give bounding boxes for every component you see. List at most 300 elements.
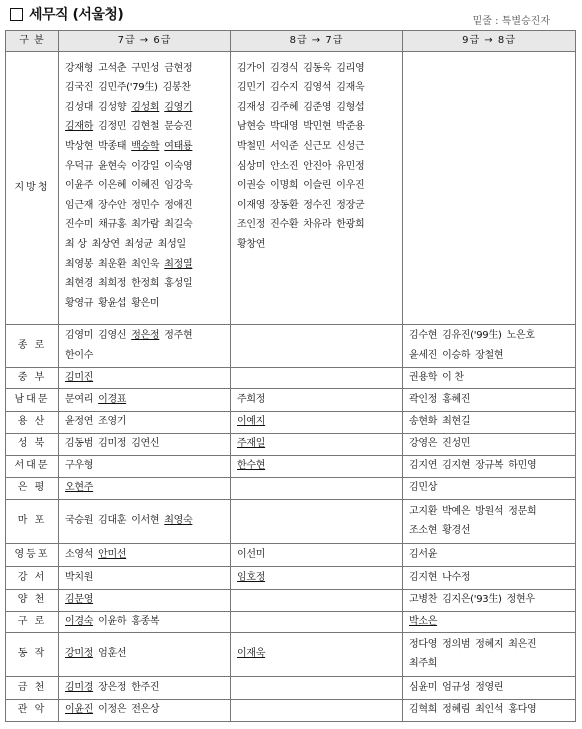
name-line (65, 176, 224, 196)
promotee-name: 이우진 (336, 180, 365, 192)
grade7to6-cell (59, 433, 231, 455)
promotee-name: 장수안 (98, 199, 127, 211)
promotee-name: 우덕규 (65, 160, 94, 172)
name-line (65, 235, 224, 255)
promotee-name: 최가람 (131, 219, 160, 231)
special-promotee-name: 안미선 (98, 548, 127, 560)
region-cell: 서대문 (6, 455, 59, 477)
grade9to8-cell (403, 699, 576, 721)
name-line (65, 590, 224, 610)
grade9to8-cell (403, 367, 576, 388)
grade8to7-cell (231, 699, 403, 721)
special-promotee-name: 여태룡 (164, 140, 193, 152)
promotee-name: 한정희 (131, 278, 160, 290)
region-cell: 용 산 (6, 411, 59, 433)
promotee-name: 차유라 (303, 219, 332, 231)
grade8to7-cell (231, 499, 403, 543)
special-promotee-name: 박소은 (409, 615, 438, 627)
table-row (6, 367, 576, 388)
special-promotee-name: 김문영 (65, 594, 94, 606)
promotee-name: 최희정 (98, 278, 127, 290)
name-line (65, 59, 224, 79)
promotee-name: 한이수 (65, 349, 94, 361)
title-row (0, 0, 582, 26)
promotee-name: 홍다영 (508, 704, 537, 716)
promotee-name: 조인정 (237, 219, 266, 231)
name-line (65, 326, 224, 346)
promotion-table (5, 30, 576, 722)
name-line (237, 117, 396, 137)
name-line (65, 456, 224, 476)
name-line (65, 346, 224, 366)
grade7to6-cell (59, 543, 231, 566)
promotee-name: 김지현 (442, 460, 471, 472)
name-line (65, 545, 224, 565)
name-line (409, 368, 569, 388)
special-promotee-name: 김성회 (131, 101, 160, 113)
promotee-name: 이 찬 (442, 371, 464, 383)
name-line (65, 137, 224, 157)
promotee-name: 최인석 (475, 704, 504, 716)
name-line (409, 612, 569, 632)
promotee-name: 최현경 (65, 278, 94, 290)
promotee-name: 김경식 (270, 62, 299, 74)
special-promotee-name: 김재하 (65, 121, 94, 133)
special-promotee-name: 김미진 (65, 371, 94, 383)
promotee-name: 김재성 (237, 101, 266, 113)
promotee-name: 정애진 (164, 199, 193, 211)
name-line (409, 456, 569, 476)
name-line (409, 390, 569, 410)
grade7to6-cell (59, 51, 231, 324)
promotee-name: 황경선 (442, 525, 471, 537)
promotee-name: 엄훈선 (98, 648, 127, 660)
grade7to6-cell (59, 589, 231, 611)
promotee-name: 고석춘 (98, 62, 127, 74)
name-line (65, 368, 224, 388)
promotee-name: 윤정연 (65, 416, 94, 428)
promotee-name: 진성민 (442, 438, 471, 450)
promotee-name: 홍성일 (164, 278, 193, 290)
promotee-name: 김지은('93生) (442, 594, 502, 606)
name-line (237, 434, 396, 454)
table-row (6, 566, 576, 589)
promotee-name: 김민주('79生) (98, 82, 158, 94)
name-line (409, 521, 569, 541)
grade8to7-cell (231, 411, 403, 433)
promotee-name: 정의범 (442, 638, 471, 650)
promotee-name: 문여리 (65, 393, 94, 405)
promotee-name: 김미정 (98, 438, 127, 450)
grade9to8-cell (403, 499, 576, 543)
promotee-name: 이선미 (237, 548, 266, 560)
header-grade9to8: 9급 → 8급 (403, 31, 576, 52)
special-promotee-name: 강미정 (65, 648, 94, 660)
promotee-name: 방원석 (475, 505, 504, 517)
name-line (65, 511, 224, 531)
promotee-name: 김준영 (303, 101, 332, 113)
promotee-name: 소영석 (65, 548, 94, 560)
name-line (65, 412, 224, 432)
promotee-name: 주희정 (237, 393, 266, 405)
promotee-name: 이슬린 (303, 180, 332, 192)
name-line (409, 654, 569, 674)
promotee-name: 강영은 (409, 438, 438, 450)
name-line (65, 157, 224, 177)
promotee-name: 김봉찬 (162, 82, 191, 94)
region-cell: 양 천 (6, 589, 59, 611)
promotee-name: 조소현 (409, 525, 438, 537)
name-line (409, 590, 569, 610)
name-line (409, 478, 569, 498)
promotee-name: 정혜림 (442, 704, 471, 716)
promotee-name: 김유진('99生) (442, 330, 502, 341)
promotee-name: 김재욱 (336, 82, 365, 94)
promotee-name: 최운환 (98, 258, 127, 270)
promotee-name: 김동범 (65, 438, 94, 450)
grade7to6-cell (59, 632, 231, 676)
special-promotee-name: 최정열 (164, 258, 193, 270)
promotee-name: 박철민 (237, 140, 266, 152)
region-cell: 관 악 (6, 699, 59, 721)
name-line (237, 545, 396, 565)
grade9to8-cell (403, 611, 576, 632)
table-body (6, 51, 576, 721)
name-line (65, 434, 224, 454)
promotee-name: 장철현 (475, 349, 504, 361)
name-line (409, 635, 569, 655)
grade7to6-cell (59, 499, 231, 543)
table-row (6, 499, 576, 543)
promotee-name: 최성일 (157, 238, 186, 250)
special-promotee-name: 이예지 (237, 416, 266, 428)
grade8to7-cell (231, 566, 403, 589)
table-row (6, 632, 576, 676)
region-cell: 중 부 (6, 367, 59, 388)
grade7to6-cell (59, 411, 231, 433)
promotee-name: 장은정 (98, 681, 127, 693)
grade8to7-cell (231, 433, 403, 455)
name-line (409, 678, 569, 698)
promotee-name: 강재형 (65, 62, 94, 74)
promotee-name: 황영규 (65, 297, 94, 309)
name-line (237, 78, 396, 98)
promotee-name: 정영린 (475, 681, 504, 693)
promotee-name: 홍혜진 (442, 393, 471, 405)
promotee-name: 심윤미 (409, 681, 438, 693)
name-line (409, 434, 569, 454)
region-cell: 성 북 (6, 433, 59, 455)
region-cell: 영등포 (6, 543, 59, 566)
promotee-name: 김영석 (303, 82, 332, 94)
table-row (6, 699, 576, 721)
promotee-name: 정현우 (506, 594, 535, 606)
grade8to7-cell (231, 611, 403, 632)
table-row (6, 433, 576, 455)
promotee-name: 박종태 (98, 140, 127, 152)
promotee-name: 나수정 (442, 571, 471, 583)
name-line (65, 390, 224, 410)
promotee-name: 이윤하 (98, 615, 127, 627)
promotee-name: 국승원 (65, 515, 94, 527)
promotee-name: 구우형 (65, 460, 94, 472)
promotee-name: 김성향 (98, 101, 127, 113)
promotee-name: 진수미 (65, 219, 94, 231)
grade8to7-cell (231, 455, 403, 477)
special-promotee-name: 임호정 (237, 571, 266, 583)
promotee-name: 김정민 (98, 121, 127, 133)
promotee-name: 신성근 (336, 140, 365, 152)
grade7to6-cell (59, 388, 231, 411)
grade9to8-cell (403, 411, 576, 433)
promotee-name: 한주진 (131, 681, 160, 693)
promotee-name: 노은호 (506, 330, 535, 341)
name-line (65, 644, 224, 664)
special-promotee-name: 주재일 (237, 438, 266, 450)
table-row (6, 611, 576, 632)
name-line (65, 274, 224, 294)
grade7to6-cell (59, 611, 231, 632)
name-line (237, 157, 396, 177)
special-promotee-name: 이경숙 (65, 615, 94, 627)
header-category: 구 분 (6, 31, 59, 52)
special-promotee-name: 김미경 (65, 681, 94, 693)
grade8to7-cell (231, 676, 403, 699)
region-cell: 지방청 (6, 51, 59, 324)
promotee-name: 이정은 (98, 704, 127, 716)
promotee-name: 채규홍 (98, 219, 127, 231)
grade9to8-cell (403, 676, 576, 699)
promotee-name: 최주희 (409, 658, 438, 670)
grade8to7-cell (231, 51, 403, 324)
name-line (65, 678, 224, 698)
promotee-name: 김주혜 (270, 101, 299, 113)
promotee-name: 이숙영 (164, 160, 193, 172)
promotee-name: 권용학 (409, 371, 438, 383)
name-line (409, 568, 569, 588)
promotee-name: 고지환 (409, 505, 438, 517)
promotee-name: 서익준 (270, 140, 299, 152)
name-line (65, 700, 224, 720)
special-promotee-name: 오현주 (65, 482, 94, 494)
promotee-name: 최 상 (65, 238, 87, 250)
promotee-name: 구민성 (131, 62, 160, 74)
promotee-name: 정문희 (508, 505, 537, 517)
promotee-name: 김지연 (409, 460, 438, 472)
promotee-name: 김지현 (409, 571, 438, 583)
name-line (237, 456, 396, 476)
table-row (6, 455, 576, 477)
promotee-name: 조영기 (98, 416, 127, 428)
name-line (65, 478, 224, 498)
grade7to6-cell (59, 324, 231, 367)
promotee-name: 이혜진 (131, 180, 160, 192)
promotee-name: 박준용 (336, 121, 365, 133)
promotee-name: 안소진 (270, 160, 299, 172)
special-promotee-name: 이재욱 (237, 648, 266, 660)
table-row (6, 388, 576, 411)
grade9to8-cell (403, 632, 576, 676)
promotee-name: 남현승 (237, 121, 266, 133)
region-cell: 금 천 (6, 676, 59, 699)
region-cell: 구 로 (6, 611, 59, 632)
name-line (409, 326, 569, 346)
special-promotee-name: 이윤진 (65, 704, 94, 716)
promotee-name: 김민기 (237, 82, 266, 94)
name-line (237, 412, 396, 432)
grade9to8-cell (403, 324, 576, 367)
special-promotee-name: 백승학 (131, 140, 160, 152)
promotee-name: 임강욱 (164, 180, 193, 192)
table-row (6, 324, 576, 367)
name-line (237, 235, 396, 255)
promotee-name: 문승진 (164, 121, 193, 133)
name-line (409, 700, 569, 720)
grade8to7-cell (231, 543, 403, 566)
promotee-name: 김형섭 (336, 101, 365, 113)
promotee-name: 이강일 (131, 160, 160, 172)
promotee-name: 정주현 (164, 330, 193, 341)
grade9to8-cell (403, 455, 576, 477)
promotee-name: 신근모 (303, 140, 332, 152)
table-row (6, 543, 576, 566)
title-text: 세무직 (서울청) (29, 7, 124, 23)
grade9to8-cell (403, 477, 576, 499)
promotee-name: 이승하 (442, 349, 471, 361)
promotee-name: 김혁희 (409, 704, 438, 716)
promotee-name: 최현길 (442, 416, 471, 428)
promotee-name: 유민정 (336, 160, 365, 172)
checkbox-square-icon (10, 8, 23, 21)
table-row (6, 411, 576, 433)
name-line (65, 196, 224, 216)
region-cell: 은 평 (6, 477, 59, 499)
promotee-name: 이권승 (237, 180, 266, 192)
promotee-name: 김서윤 (409, 548, 438, 560)
promotee-name: 김영미 (65, 330, 94, 341)
promotee-name: 김가이 (237, 62, 266, 74)
promotee-name: 엄규성 (442, 681, 471, 693)
promotee-name: 박상현 (65, 140, 94, 152)
promotee-name: 안진아 (303, 160, 332, 172)
promotee-name: 최인욱 (131, 258, 160, 270)
table-row (6, 477, 576, 499)
grade7to6-cell (59, 477, 231, 499)
promotee-name: 정혜지 (475, 638, 504, 650)
grade9to8-cell (403, 589, 576, 611)
promotee-name: 이은혜 (98, 180, 127, 192)
promotee-name: 진수환 (270, 219, 299, 231)
promotee-name: 정수진 (303, 199, 332, 211)
grade9to8-cell (403, 566, 576, 589)
grade9to8-cell (403, 433, 576, 455)
name-line (237, 137, 396, 157)
special-promotee-name: 정은정 (131, 330, 160, 341)
promotee-name: 고병찬 (409, 594, 438, 606)
region-cell: 동 작 (6, 632, 59, 676)
region-cell: 강 서 (6, 566, 59, 589)
special-promotee-name: 한수현 (237, 460, 266, 472)
name-line (65, 568, 224, 588)
name-line (65, 215, 224, 235)
name-line (237, 59, 396, 79)
promotee-name: 황윤섭 (98, 297, 127, 309)
name-line (409, 502, 569, 522)
promotee-name: 황은미 (131, 297, 160, 309)
promotee-name: 김대훈 (98, 515, 127, 527)
name-line (237, 390, 396, 410)
table-row (6, 676, 576, 699)
promotee-name: 김리영 (336, 62, 365, 74)
promotee-name: 김민상 (409, 482, 438, 494)
name-line (237, 644, 396, 664)
promotee-name: 한광희 (336, 219, 365, 231)
name-line (65, 117, 224, 137)
promotee-name: 박민현 (303, 121, 332, 133)
grade9to8-cell (403, 388, 576, 411)
promotee-name: 임근재 (65, 199, 94, 211)
grade9to8-cell (403, 51, 576, 324)
promotee-name: 김현철 (131, 121, 160, 133)
region-cell: 종 로 (6, 324, 59, 367)
promotee-name: 박치원 (65, 571, 94, 583)
promotee-name: 최성균 (124, 238, 153, 250)
name-line (237, 98, 396, 118)
promotee-name: 최은진 (508, 638, 537, 650)
promotee-name: 이명희 (270, 180, 299, 192)
table-row (6, 51, 576, 324)
grade8to7-cell (231, 388, 403, 411)
name-line (237, 568, 396, 588)
promotee-name: 정민수 (131, 199, 160, 211)
name-line (65, 255, 224, 275)
promotee-name: 이윤주 (65, 180, 94, 192)
promotee-name: 김동욱 (303, 62, 332, 74)
promotee-name: 곽인정 (409, 393, 438, 405)
region-cell: 남대문 (6, 388, 59, 411)
promotee-name: 황창연 (237, 238, 266, 250)
promotee-name: 전은상 (131, 704, 160, 716)
special-promotee-name: 최영숙 (164, 515, 193, 527)
name-line (409, 346, 569, 366)
promotee-name: 최영봉 (65, 258, 94, 270)
promotee-name: 이서현 (131, 515, 160, 527)
promotee-name: 윤현숙 (98, 160, 127, 172)
promotee-name: 하민영 (508, 460, 537, 472)
promotee-name: 이재영 (237, 199, 266, 211)
promotee-name: 장동환 (270, 199, 299, 211)
grade8to7-cell (231, 589, 403, 611)
promotee-name: 윤세진 (409, 349, 438, 361)
name-line (65, 294, 224, 314)
underline-legend-note: 밑줄 : 특별승진자 (472, 16, 550, 27)
name-line (65, 612, 224, 632)
page-title (10, 4, 123, 24)
name-line (237, 196, 396, 216)
grade7to6-cell (59, 367, 231, 388)
region-cell: 마 포 (6, 499, 59, 543)
promotee-name: 정장군 (336, 199, 365, 211)
grade9to8-cell (403, 543, 576, 566)
promotee-name: 김영신 (98, 330, 127, 341)
promotee-name: 박예은 (442, 505, 471, 517)
promotee-name: 김수지 (270, 82, 299, 94)
header-row (6, 31, 576, 52)
name-line (65, 78, 224, 98)
header-grade8to7: 8급 → 7급 (231, 31, 403, 52)
special-promotee-name: 김영기 (164, 101, 193, 113)
promotee-name: 김성대 (65, 101, 94, 113)
